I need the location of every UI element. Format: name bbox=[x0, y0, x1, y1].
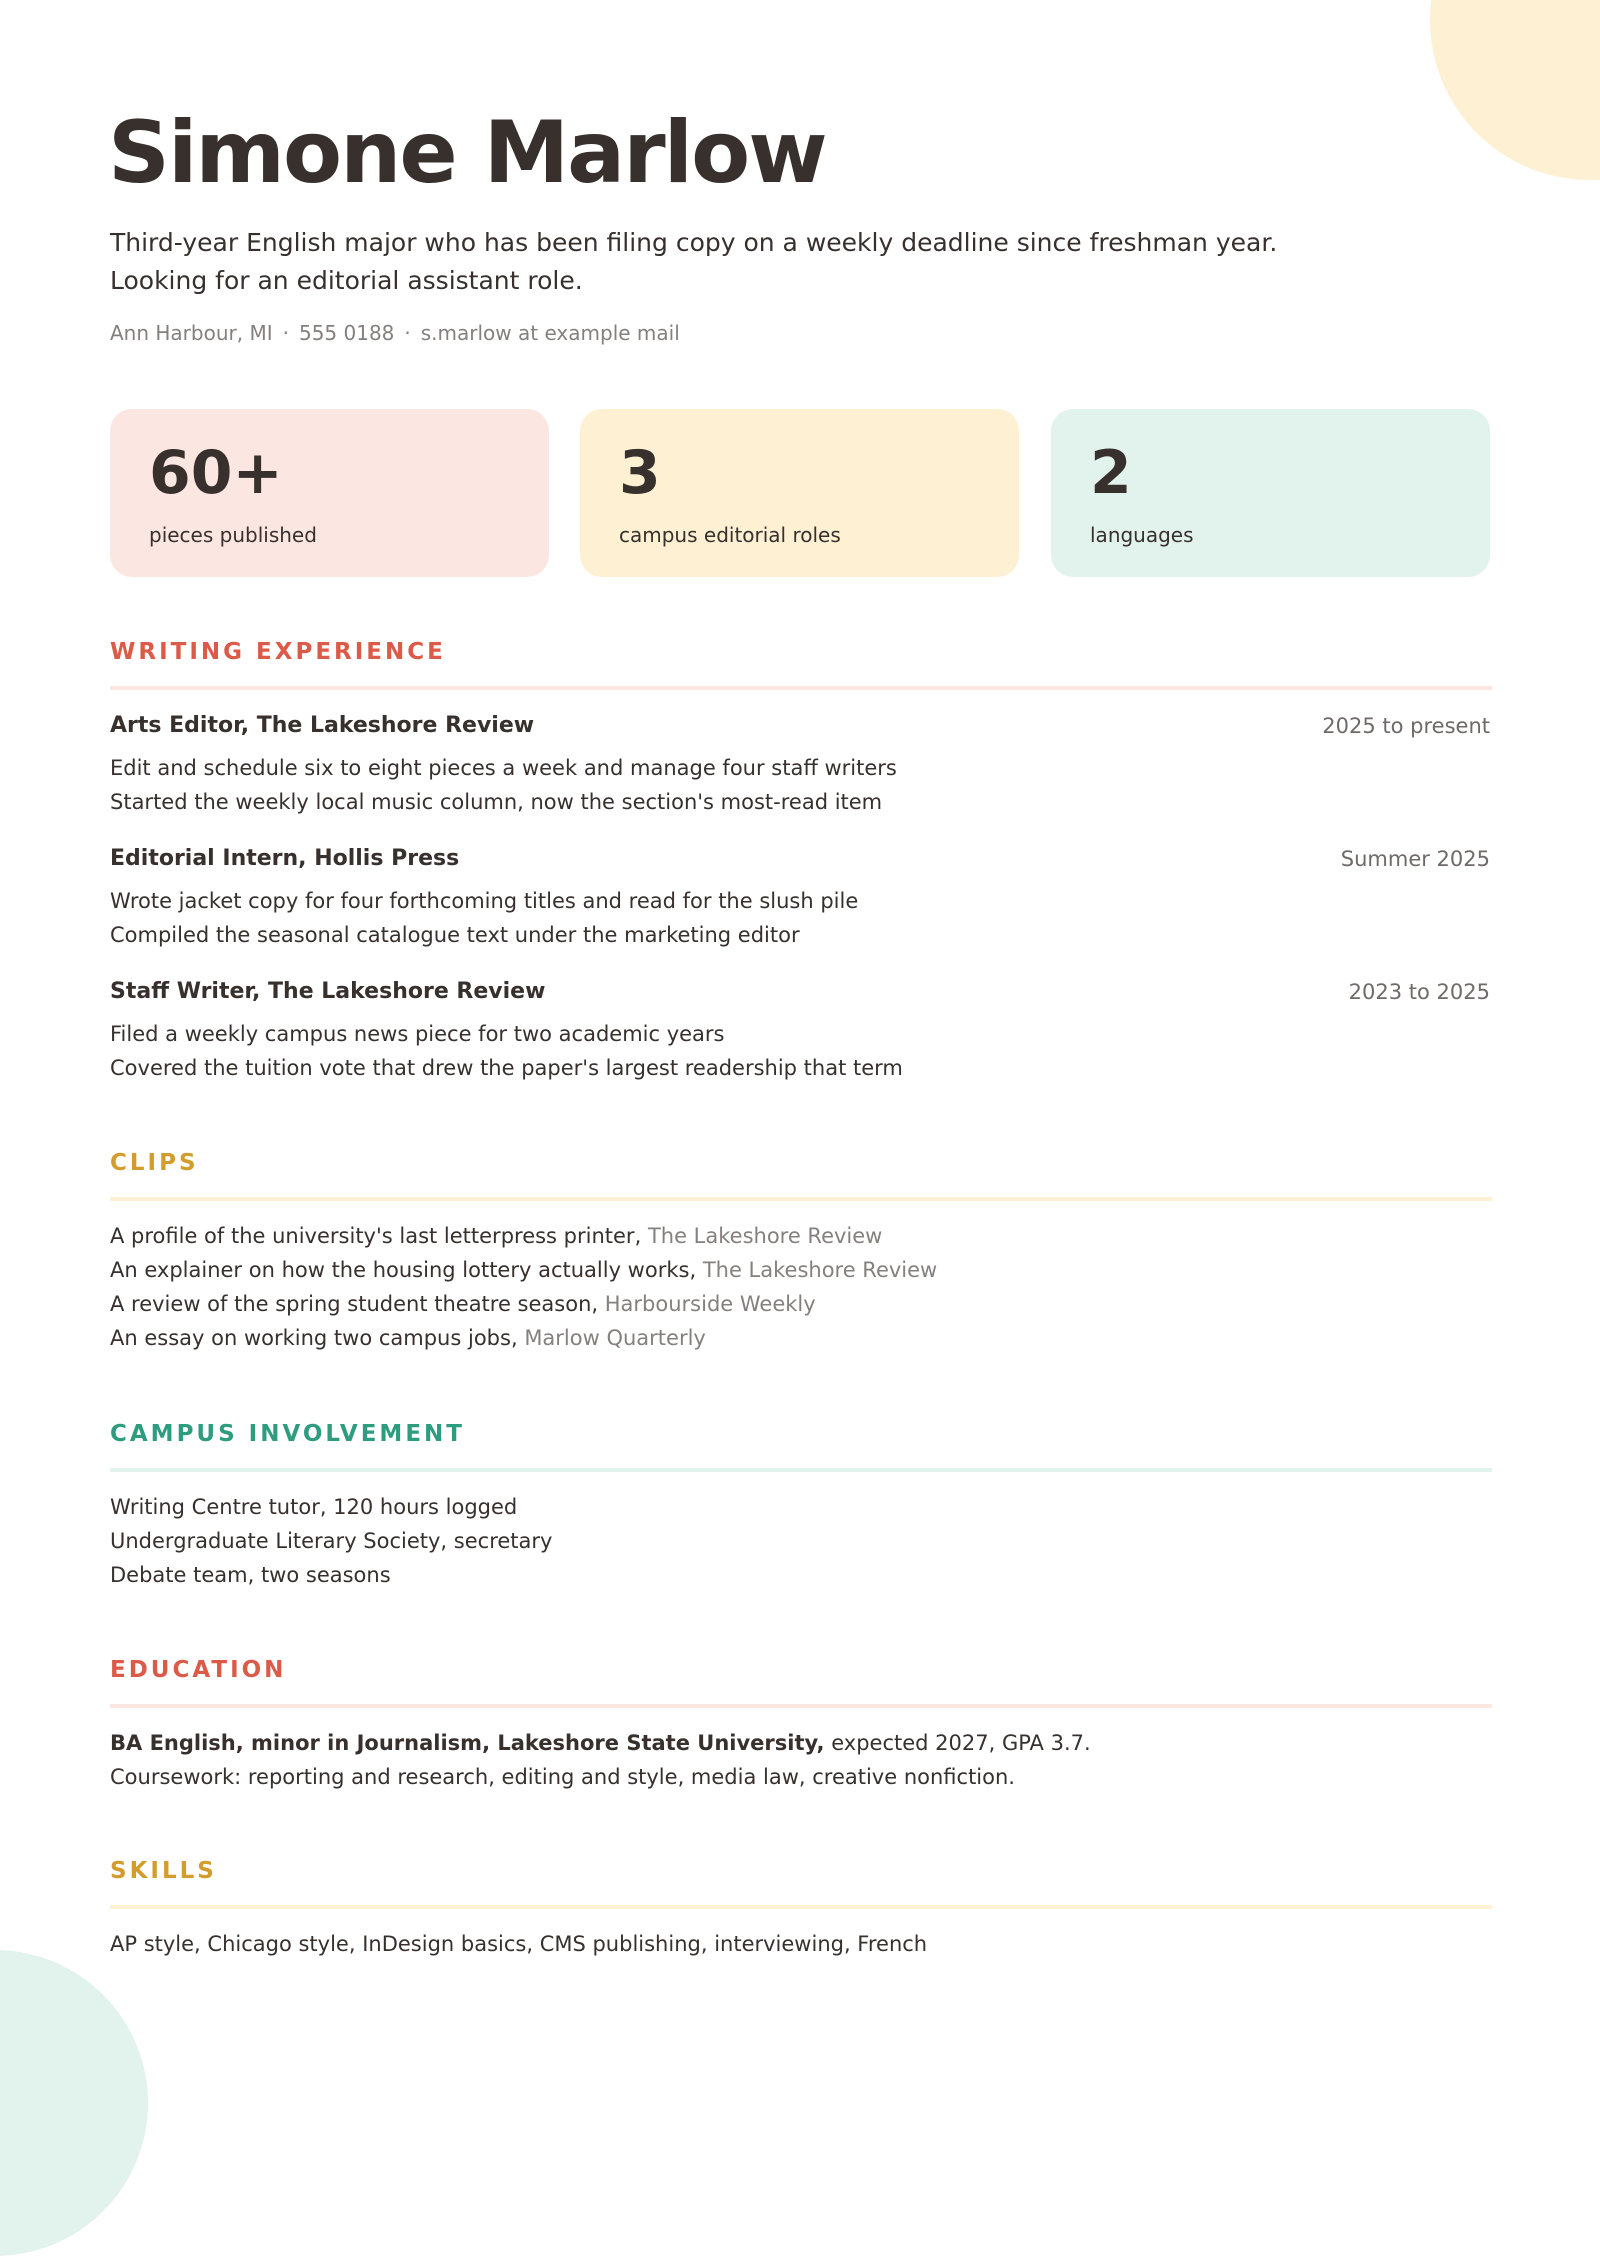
education-block bbox=[110, 1726, 1490, 1794]
education-coursework: Coursework: reporting and research, editing and style, media law, creative nonfiction. bbox=[110, 1765, 1015, 1789]
summary bbox=[110, 224, 1410, 300]
clip-item bbox=[110, 1219, 1490, 1253]
job-title: Staff Writer, The Lakeshore Review bbox=[110, 979, 546, 1004]
clip-item bbox=[110, 1253, 1490, 1287]
summary-line: Looking for an editorial assistant role. bbox=[110, 266, 583, 295]
clip-text: A profile of the university's last letterpress printer, bbox=[110, 1224, 642, 1248]
stat-value: 60+ bbox=[149, 438, 283, 508]
clip-text: An essay on working two campus jobs, bbox=[110, 1326, 518, 1350]
skills-list bbox=[110, 1927, 1490, 1961]
stat-value: 3 bbox=[619, 438, 661, 508]
contact-location: Ann Harbour, MI bbox=[110, 321, 273, 345]
job-date: 2025 to present bbox=[1322, 714, 1490, 738]
job-date: Summer 2025 bbox=[1340, 847, 1490, 871]
stat-label: pieces published bbox=[149, 523, 317, 547]
clip-item bbox=[110, 1321, 1490, 1355]
section-heading-education: EDUCATION bbox=[110, 1656, 1492, 1708]
clip-publication: Harbourside Weekly bbox=[604, 1292, 816, 1316]
involvement-item: Debate team, two seasons bbox=[110, 1563, 391, 1587]
clip-text: A review of the spring student theatre season, bbox=[110, 1292, 599, 1316]
experience-entry bbox=[110, 844, 1490, 952]
contact-email: s.marlow at example mail bbox=[420, 321, 680, 345]
summary-line: Third-year English major who has been filing copy on a weekly deadline since freshman year. bbox=[110, 228, 1278, 257]
stat-card-roles bbox=[580, 409, 1019, 577]
job-bullet: Edit and schedule six to eight pieces a week and manage four staff writers bbox=[110, 756, 897, 780]
clip-text: An explainer on how the housing lottery actually works, bbox=[110, 1258, 697, 1282]
section-heading-skills: SKILLS bbox=[110, 1857, 1492, 1909]
clip-publication: The Lakeshore Review bbox=[647, 1224, 883, 1248]
clip-publication: The Lakeshore Review bbox=[702, 1258, 938, 1282]
job-title: Arts Editor, The Lakeshore Review bbox=[110, 713, 535, 738]
experience-entry bbox=[110, 711, 1490, 819]
job-description bbox=[110, 751, 1490, 819]
job-description bbox=[110, 884, 1490, 952]
job-bullet: Compiled the seasonal catalogue text under the marketing editor bbox=[110, 923, 800, 947]
clip-publication: Marlow Quarterly bbox=[524, 1326, 706, 1350]
stats-row bbox=[110, 409, 1490, 577]
job-bullet: Filed a weekly campus news piece for two academic years bbox=[110, 1022, 725, 1046]
candidate-name: Simone Marlow bbox=[108, 103, 826, 203]
education-degree: BA English, minor in Journalism, Lakeshore State University, bbox=[110, 1731, 825, 1755]
job-bullet: Started the weekly local music column, now the section's most-read item bbox=[110, 790, 883, 814]
skills-text: AP style, Chicago style, InDesign basics, CMS publishing, interviewing, French bbox=[110, 1932, 928, 1956]
clip-item bbox=[110, 1287, 1490, 1321]
job-date: 2023 to 2025 bbox=[1348, 980, 1490, 1004]
stat-card-languages bbox=[1051, 409, 1490, 577]
section-heading-experience: WRITING EXPERIENCE bbox=[110, 638, 1492, 690]
contact-line bbox=[110, 318, 680, 348]
stat-label: languages bbox=[1090, 523, 1194, 547]
stat-label: campus editorial roles bbox=[619, 523, 841, 547]
clips-list bbox=[110, 1219, 1490, 1355]
contact-phone: 555 0188 bbox=[298, 321, 395, 345]
decorative-circle-bottom bbox=[0, 1950, 148, 2256]
section-heading-involvement: CAMPUS INVOLVEMENT bbox=[110, 1420, 1492, 1472]
job-description bbox=[110, 1017, 1490, 1085]
education-degree-line bbox=[110, 1726, 1490, 1760]
involvement-list bbox=[110, 1490, 1490, 1592]
experience-entry bbox=[110, 977, 1490, 1085]
involvement-item: Writing Centre tutor, 120 hours logged bbox=[110, 1495, 518, 1519]
decorative-circle-top bbox=[1430, 0, 1600, 180]
section-heading-clips: CLIPS bbox=[110, 1149, 1492, 1201]
stat-value: 2 bbox=[1090, 438, 1132, 508]
job-bullet: Covered the tuition vote that drew the paper's largest readership that term bbox=[110, 1056, 903, 1080]
contact-separator: · bbox=[282, 321, 289, 345]
job-title: Editorial Intern, Hollis Press bbox=[110, 846, 460, 871]
education-detail: expected 2027, GPA 3.7. bbox=[831, 1731, 1091, 1755]
involvement-item: Undergraduate Literary Society, secretary bbox=[110, 1529, 553, 1553]
contact-separator: · bbox=[404, 321, 411, 345]
stat-card-pieces bbox=[110, 409, 549, 577]
job-bullet: Wrote jacket copy for four forthcoming titles and read for the slush pile bbox=[110, 889, 859, 913]
